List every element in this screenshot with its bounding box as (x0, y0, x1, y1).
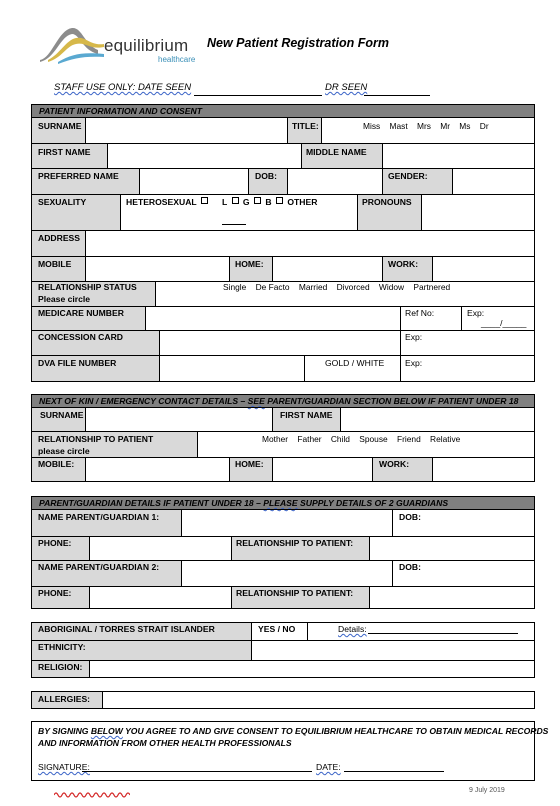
medicare-exp-field[interactable]: ____/_____ (481, 318, 527, 328)
g-checkbox[interactable] (254, 197, 261, 204)
sexuality-label: SEXUALITY (38, 197, 87, 207)
surname-field[interactable] (86, 118, 287, 143)
guardian-section-header: PARENT/GUARDIAN DETAILS IF PATIENT UNDER 18 – PLEASE SUPPLY DETAILS OF 2 GUARDIANS (32, 497, 534, 509)
dva-exp-label: Exp: (405, 358, 423, 368)
staff-use-label: STAFF USE ONLY: DATE SEEN (54, 82, 192, 93)
preferred-name-label: PREFERRED NAME (38, 171, 119, 181)
pronouns-label: PRONOUNS (362, 197, 412, 207)
surname-label: SURNAME (38, 121, 82, 131)
home-field[interactable] (273, 257, 382, 281)
first-name-label: FIRST NAME (38, 147, 91, 157)
kin-relationship-options[interactable]: Mother Father Child Spouse Friend Relative (262, 434, 461, 444)
b-checkbox[interactable] (276, 197, 283, 204)
work-field[interactable] (433, 257, 534, 281)
staff-use-row (54, 82, 191, 93)
footer-squiggle (54, 786, 130, 804)
allergies-label: ALLERGIES: (38, 694, 91, 704)
details-label: Details: (338, 624, 367, 634)
dob-field[interactable] (288, 169, 382, 194)
address-label: ADDRESS (38, 233, 81, 243)
red-squiggle-icon (54, 791, 130, 799)
guardian1-relationship-label: RELATIONSHIP TO PATIENT: (236, 538, 354, 548)
kin-first-name-field[interactable] (341, 408, 534, 431)
brand-tag: healthcare (158, 55, 196, 64)
guardian1-dob-label: DOB: (399, 512, 421, 522)
guardian1-phone-label: PHONE: (38, 538, 72, 548)
medicare-field[interactable] (146, 307, 400, 330)
middle-name-label: MIDDLE NAME (306, 147, 367, 157)
address-field[interactable] (86, 231, 534, 256)
gender-field[interactable] (453, 169, 534, 194)
kin-home-label: HOME: (235, 459, 264, 469)
details-line[interactable] (368, 633, 518, 634)
brand-logo (38, 24, 198, 68)
dob-label: DOB: (255, 171, 277, 181)
guardian2-relationship-field[interactable] (370, 587, 534, 608)
please-circle-label: Please circle (38, 294, 91, 304)
kin-please-circle-label: please circle (38, 446, 90, 456)
kin-surname-label: SURNAME (40, 410, 84, 420)
kin-section-header: NEXT OF KIN / EMERGENCY CONTACT DETAILS – SEE PARENT/GUARDIAN SECTION BELOW IF PATIENT UNDER 18 (32, 395, 534, 407)
signature-label: SIGNATURE: (38, 762, 90, 772)
kin-relationship-label: RELATIONSHIP TO PATIENT (38, 434, 154, 444)
middle-name-field[interactable] (383, 144, 534, 168)
relationship-status-label: RELATIONSHIP STATUS (38, 282, 137, 292)
ethnicity-field[interactable] (252, 641, 534, 660)
guardian1-phone-field[interactable] (90, 537, 231, 560)
date-line[interactable] (344, 771, 444, 772)
form-title: New Patient Registration Form (207, 36, 389, 50)
l-checkbox[interactable] (232, 197, 239, 204)
kin-surname-field[interactable] (86, 408, 272, 431)
footer-date: 9 July 2019 (469, 787, 505, 794)
guardian1-name-label: NAME PARENT/GUARDIAN 1: (38, 512, 160, 522)
ethnicity-label: ETHNICITY: (38, 642, 86, 652)
date-seen-line[interactable] (194, 95, 322, 96)
preferred-name-field[interactable] (140, 169, 248, 194)
logo-waves-icon (38, 24, 108, 64)
home-label: HOME: (235, 259, 264, 269)
dva-field[interactable] (160, 356, 304, 381)
religion-field[interactable] (90, 661, 534, 677)
medicare-exp-label: Exp: (467, 308, 485, 318)
aboriginal-label: ABORIGINAL / TORRES STRAIT ISLANDER (38, 624, 215, 634)
guardian2-dob-label: DOB: (399, 562, 421, 572)
concession-label: CONCESSION CARD (38, 332, 123, 342)
pronouns-field[interactable] (422, 195, 534, 230)
mobile-field[interactable] (86, 257, 229, 281)
other-line[interactable] (222, 224, 246, 225)
medicare-label: MEDICARE NUMBER (38, 308, 124, 318)
guardian2-name-field[interactable] (182, 561, 392, 586)
work-label: WORK: (388, 259, 419, 269)
mobile-label: MOBILE (38, 259, 72, 269)
guardian2-phone-field[interactable] (90, 587, 231, 608)
heterosexual-option[interactable]: HETEROSEXUAL (126, 197, 210, 207)
guardian1-name-field[interactable] (182, 510, 392, 536)
patient-section-header: PATIENT INFORMATION AND CONSENT (32, 105, 534, 117)
consent-text: BY SIGNING BELOW YOU AGREE TO AND GIVE CONSENT TO EQUILIBRIUM HEALTHCARE TO OBTAIN MEDICAL RECORDS (38, 726, 549, 736)
guardian2-name-label: NAME PARENT/GUARDIAN 2: (38, 562, 160, 572)
title-options[interactable]: Miss Mast Mrs Mr Ms Dr (363, 121, 489, 131)
lgb-options[interactable]: L G B OTHER (222, 197, 318, 207)
first-name-field[interactable] (108, 144, 301, 168)
heterosexual-checkbox[interactable] (201, 197, 208, 204)
guardian2-phone-label: PHONE: (38, 588, 72, 598)
ref-no-label: Ref No: (405, 308, 435, 318)
gender-label: GENDER: (388, 171, 428, 181)
relationship-options[interactable]: Single De Facto Married Divorced Widow Partnered (223, 282, 451, 292)
guardian2-relationship-label: RELATIONSHIP TO PATIENT: (236, 588, 354, 598)
dva-label: DVA FILE NUMBER (38, 358, 117, 368)
kin-work-field[interactable] (433, 458, 534, 481)
yes-no-option[interactable]: YES / NO (258, 624, 296, 634)
kin-mobile-label: MOBILE: (38, 459, 75, 469)
dr-seen-label: DR SEEN (325, 82, 368, 93)
allergies-field[interactable] (103, 692, 534, 708)
religion-label: RELIGION: (38, 662, 83, 672)
kin-work-label: WORK: (379, 459, 410, 469)
concession-field[interactable] (160, 331, 400, 355)
brand-name: equilibrium (104, 36, 189, 55)
concession-exp-label: Exp: (405, 332, 423, 342)
signature-line[interactable] (82, 771, 312, 772)
dr-seen-line[interactable] (364, 95, 430, 96)
consent-text-line2: AND INFORMATION FROM OTHER HEALTH PROFESSIONALS (38, 738, 292, 748)
gold-white-option[interactable]: GOLD / WHITE (325, 358, 385, 368)
kin-home-field[interactable] (273, 458, 372, 481)
kin-first-name-label: FIRST NAME (280, 410, 333, 420)
date-label: DATE: (316, 762, 341, 772)
guardian1-relationship-field[interactable] (370, 537, 534, 560)
kin-mobile-field[interactable] (86, 458, 229, 481)
title-label: TITLE: (292, 121, 319, 131)
